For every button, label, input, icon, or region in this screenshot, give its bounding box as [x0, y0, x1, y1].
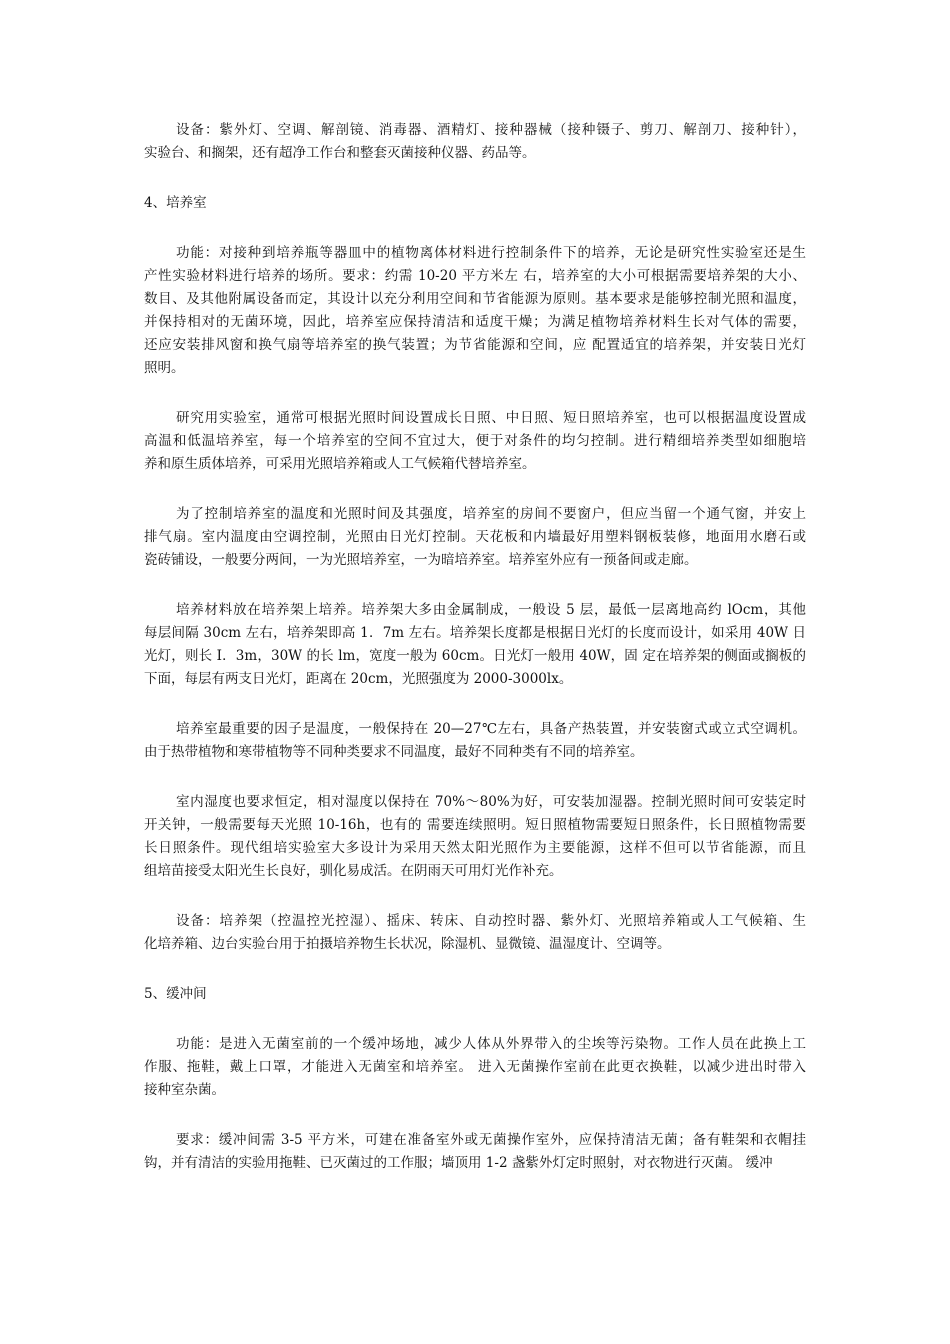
- paragraph-line: 研究用实验室，通常可根据光照时间设置成长日照、中日照、短日照培养室，也可以根据温度设置成: [176, 410, 806, 426]
- paragraph-line: 每层间隔 30cm 左右，培养架即高 1．7m 左右。培养架长度都是根据日光灯的长度而设计，如采用 40W 日: [144, 625, 806, 641]
- paragraph: [144, 718, 806, 764]
- paragraph: [144, 791, 806, 883]
- paragraph-gap: [144, 691, 806, 718]
- paragraph: [144, 119, 806, 165]
- paragraph-line: 设备：培养架（控温控光控湿）、摇床、转床、自动控时器、紫外灯、光照培养箱或人工气候箱、生: [176, 913, 806, 929]
- paragraph-gap: [144, 883, 806, 910]
- paragraph-line: 由于热带植物和寒带植物等不同种类要求不同温度，最好不同种类有不同的培养室。: [144, 744, 644, 760]
- paragraph: [144, 1033, 806, 1102]
- paragraph-line: 作服、拖鞋，戴上口罩，才能进入无菌室和培养室。 进入无菌操作室前在此更衣换鞋，以减少进出时带入: [144, 1059, 806, 1075]
- section-heading: 4、培养室: [144, 195, 207, 211]
- section-heading: 5、缓冲间: [144, 986, 207, 1002]
- paragraph-gap: [144, 215, 806, 242]
- paragraph-gap: [144, 572, 806, 599]
- paragraph-gap: [144, 476, 806, 503]
- paragraph-line: 为了控制培养室的温度和光照时间及其强度，培养室的房间不要窗户，但应当留一个通气窗，并安上: [176, 506, 806, 522]
- paragraph: [144, 599, 806, 691]
- paragraph-line: 功能：对接种到培养瓶等器皿中的植物离体材料进行控制条件下的培养，无论是研究性实验室还是生: [176, 245, 806, 261]
- paragraph: [144, 1129, 806, 1175]
- paragraph-gap: [144, 956, 806, 983]
- paragraph-line: 下面，每层有两支日光灯，距离在 20cm，光照强度为 2000-3000lx。: [144, 671, 573, 687]
- paragraph-line: 数目、及其他附属设备而定，其设计以充分利用空间和节省能源为原则。基本要求是能够控制光照和温度，: [144, 291, 806, 307]
- paragraph: [144, 407, 806, 476]
- paragraph-line: 组培苗接受太阳光生长良好，驯化易成活。在阴雨天可用灯光作补充。: [144, 863, 563, 879]
- paragraph-line: 排气扇。室内温度由空调控制，光照由日光灯控制。天花板和内墙最好用塑料钢板装修，地面用水磨石或: [144, 529, 806, 545]
- paragraph: [144, 910, 806, 956]
- paragraph-line: 光灯，则长 I．3m，30W 的长 lm，宽度一般为 60cm。日光灯一般用 40W，固 定在培养架的侧面或搁板的: [144, 648, 806, 664]
- paragraph-line: 培养室最重要的因子是温度，一般保持在 20—27℃左右，具备产热装置，并安装窗式或立式空调机。: [176, 721, 806, 737]
- paragraph: [144, 242, 806, 380]
- paragraph-line: 设备：紫外灯、空调、解剖镜、消毒器、酒精灯、接种器械（接种镊子、剪刀、解剖刀、接种针），: [176, 122, 806, 138]
- paragraph-line: 化培养箱、边台实验台用于拍摄培养物生长状况，除湿机、显微镜、温湿度计、空调等。: [144, 936, 671, 952]
- document-body: [144, 119, 806, 1175]
- paragraph-line: 室内湿度也要求恒定，相对湿度以保持在 70%～80%为好，可安装加湿器。控制光照时间可安装定时: [176, 794, 806, 810]
- paragraph-line: 产性实验材料进行培养的场所。要求：约需 10-20 平方米左 右，培养室的大小可根据需要培养架的大小、: [144, 268, 806, 284]
- paragraph-line: 养和原生质体培养，可采用光照培养箱或人工气候箱代替培养室。: [144, 456, 536, 472]
- paragraph-line: 并保持相对的无菌环境，因此，培养室应保持清洁和适度干燥；为满足植物培养材料生长对气体的需要，: [144, 314, 806, 330]
- paragraph-line: 高温和低温培养室，每一个培养室的空间不宜过大，便于对条件的均匀控制。进行精细培养类型如细胞培: [144, 433, 806, 449]
- paragraph-line: 功能：是进入无菌室前的一个缓冲场地，减少人体从外界带入的尘埃等污染物。工作人员在此换上工: [176, 1036, 806, 1052]
- paragraph-line: 钩，并有清洁的实验用拖鞋、已灭菌过的工作服；墙顶用 1-2 盏紫外灯定时照射，对衣物进行灭菌。 缓冲: [144, 1155, 773, 1171]
- paragraph-line: 长日照条件。现代组培实验室大多设计为采用天然太阳光照作为主要能源，这样不但可以节省能源，而且: [144, 840, 806, 856]
- paragraph-gap: [144, 165, 806, 192]
- paragraph-gap: [144, 380, 806, 407]
- paragraph-line: 还应安装排风窗和换气扇等培养室的换气装置；为节省能源和空间，应 配置适宜的培养架，并安装日光灯: [144, 337, 806, 353]
- paragraph: [144, 503, 806, 572]
- paragraph-line: 开关钟，一般需要每天光照 10-16h，也有的 需要连续照明。短日照植物需要短日照条件，长日照植物需要: [144, 817, 806, 833]
- paragraph-gap: [144, 764, 806, 791]
- paragraph-gap: [144, 1006, 806, 1033]
- paragraph-line: 瓷砖铺设，一般要分两间，一为光照培养室，一为暗培养室。培养室外应有一预备间或走廊。: [144, 552, 698, 568]
- paragraph-line: 要求：缓冲间需 3-5 平方米，可建在准备室外或无菌操作室外，应保持清洁无菌；备有鞋架和衣帽挂: [176, 1132, 806, 1148]
- paragraph-line: 培养材料放在培养架上培养。培养架大多由金属制成，一般设 5 层，最低一层离地高约 lOcm，其他: [176, 602, 806, 618]
- paragraph-gap: [144, 1102, 806, 1129]
- paragraph-line: 实验台、和搁架，还有超净工作台和整套灭菌接种仪器、药品等。: [144, 145, 536, 161]
- paragraph-line: 照明。: [144, 360, 185, 376]
- paragraph-line: 接种室杂菌。: [144, 1082, 225, 1098]
